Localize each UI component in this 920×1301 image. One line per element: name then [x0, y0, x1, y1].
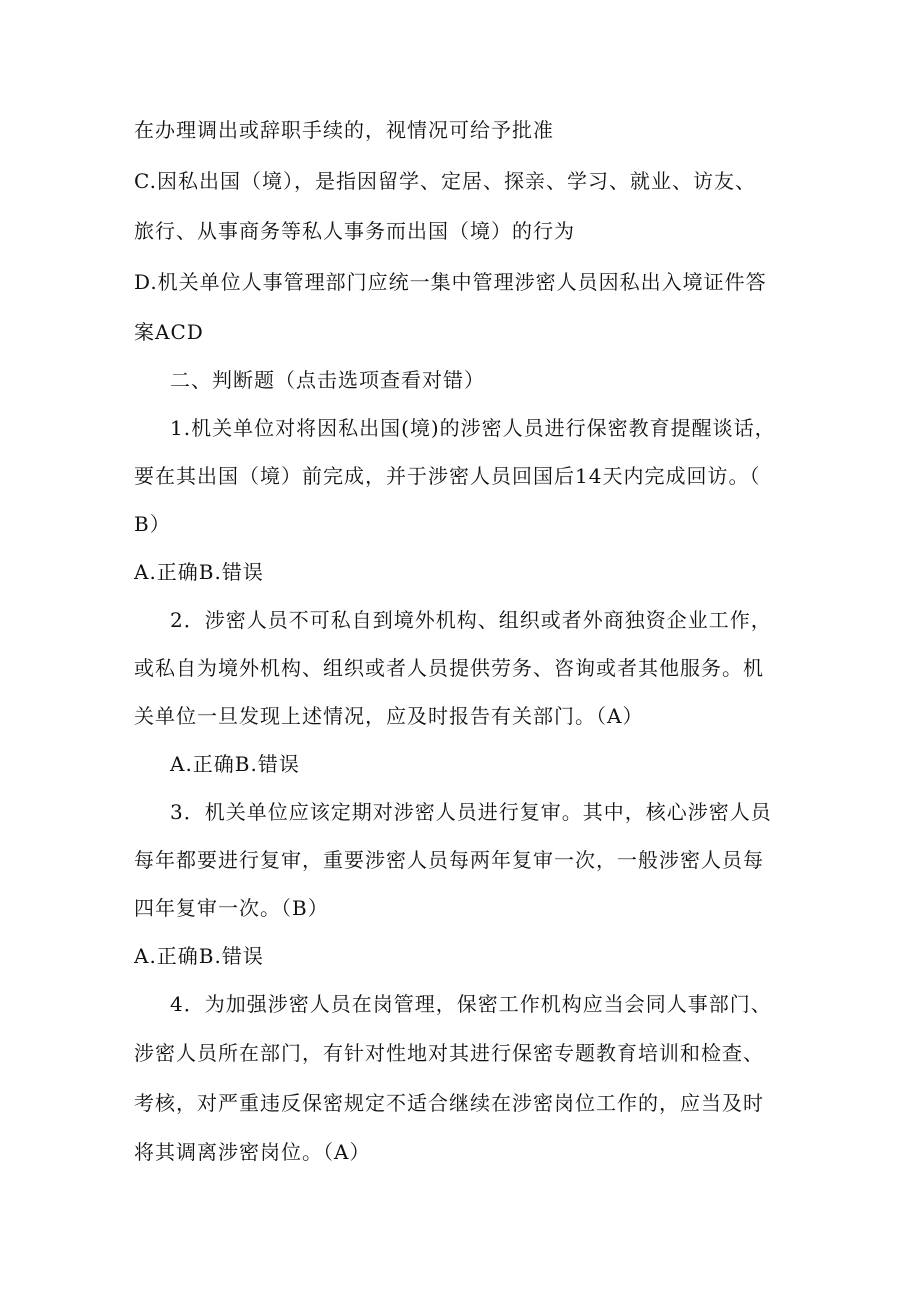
answer-line: 案ACD: [134, 320, 204, 344]
question-1-line-2: 要在其出国（境）前完成，并于涉密人员回国后14天内完成回访。（: [134, 464, 761, 488]
question-3-line-2: 每年都要进行复审，重要涉密人员每两年复审一次，一般涉密人员每: [134, 848, 764, 872]
question-4-line-4: 将其调离涉密岗位。（A）: [134, 1140, 371, 1164]
section-heading: 二、判断题（点击选项查看对错）: [170, 368, 485, 392]
question-3-options: A.正确B.错误: [134, 944, 264, 968]
question-1-line-3: B）: [134, 512, 171, 536]
question-4-line-1: 4．为加强涉密人员在岗管理，保密工作机构应当会同人事部门、: [170, 992, 772, 1016]
option-c-line-2: 旅行、从事商务等私人事务而出国（境）的行为: [134, 219, 575, 243]
text-line: 在办理调出或辞职手续的，视情况可给予批准: [134, 118, 554, 142]
question-2-line-3: 关单位一旦发现上述情况，应及时报告有关部门。（A）: [134, 704, 644, 728]
question-3-line-1: 3．机关单位应该定期对涉密人员进行复审。其中，核心涉密人员: [170, 800, 772, 824]
question-2-line-1: 2．涉密人员不可私自到境外机构、组织或者外商独资企业工作，: [170, 608, 772, 632]
question-1-line-1: 1.机关单位对将因私出国(境)的涉密人员进行保密教育提醒谈话，: [170, 416, 776, 440]
question-1-options: A.正确B.错误: [134, 560, 264, 584]
question-2-line-2: 或私自为境外机构、组织或者人员提供劳务、咨询或者其他服务。机: [134, 656, 764, 680]
question-2-options: A.正确B.错误: [170, 752, 300, 776]
option-c-line-1: C.因私出国（境），是指因留学、定居、探亲、学习、就业、访友、: [134, 169, 756, 193]
question-3-line-3: 四年复审一次。（B）: [134, 896, 329, 920]
question-4-line-3: 考核，对严重违反保密规定不适合继续在涉密岗位工作的，应当及时: [134, 1091, 764, 1115]
question-4-line-2: 涉密人员所在部门，有针对性地对其进行保密专题教育培训和检查、: [134, 1041, 764, 1065]
option-d-line-1: D.机关单位人事管理部门应统一集中管理涉密人员因私出入境证件答: [134, 270, 767, 294]
